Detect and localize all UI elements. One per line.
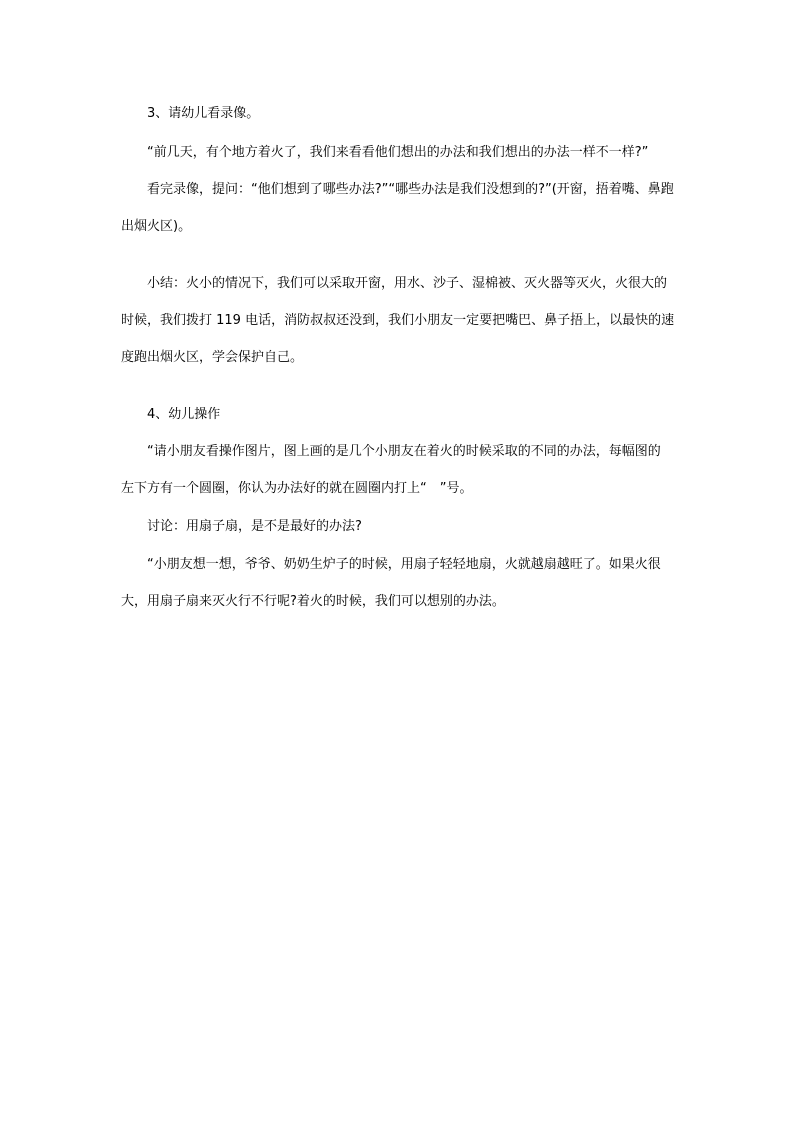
section-4-explanation-line-1: “小朋友想一想，爷爷、奶奶生炉子的时候，用扇子轻轻地扇，火就越扇越旺了。如果火很 (147, 557, 661, 572)
section-4-explanation-line-2: 大，用扇子扇来灭火行不行呢?着火的时候，我们可以想别的办法。 (121, 594, 505, 609)
section-3-quote: “前几天，有个地方着火了，我们来看看他们想出的办法和我们想出的办法一样不一样?” (147, 145, 649, 160)
section-4-discussion: 讨论：用扇子扇，是不是最好的办法? (147, 519, 362, 534)
section-4-instruction-line-1: “请小朋友看操作图片，图上画的是几个小朋友在着火的时候采取的不同的办法，每幅图的 (147, 444, 661, 459)
section-3-heading: 3、请幼儿看录像。 (147, 106, 260, 121)
section-3-question-line-1: 看完录像，提问：“他们想到了哪些办法?”“哪些办法是我们没想到的?”(开窗，捂着嘴、鼻跑 (147, 182, 674, 197)
section-4-heading: 4、幼儿操作 (147, 407, 221, 422)
section-4-instruction-line-2: 左下方有一个圆圈，你认为办法好的就在圆圈内打上“ ”号。 (121, 481, 473, 496)
section-3-summary-line-3: 度跑出烟火区，学会保护自己。 (121, 350, 304, 365)
section-3-question-line-2: 出烟火区)。 (121, 219, 192, 234)
section-3-summary-line-1: 小结：火小的情况下，我们可以采取开窗，用水、沙子、湿棉被、灭火器等灭火，火很大的 (147, 276, 668, 291)
section-3-summary-line-2: 时候，我们拨打 119 电话，消防叔叔还没到，我们小朋友一定要把嘴巴、鼻子捂上，以最快的速 (121, 313, 675, 328)
